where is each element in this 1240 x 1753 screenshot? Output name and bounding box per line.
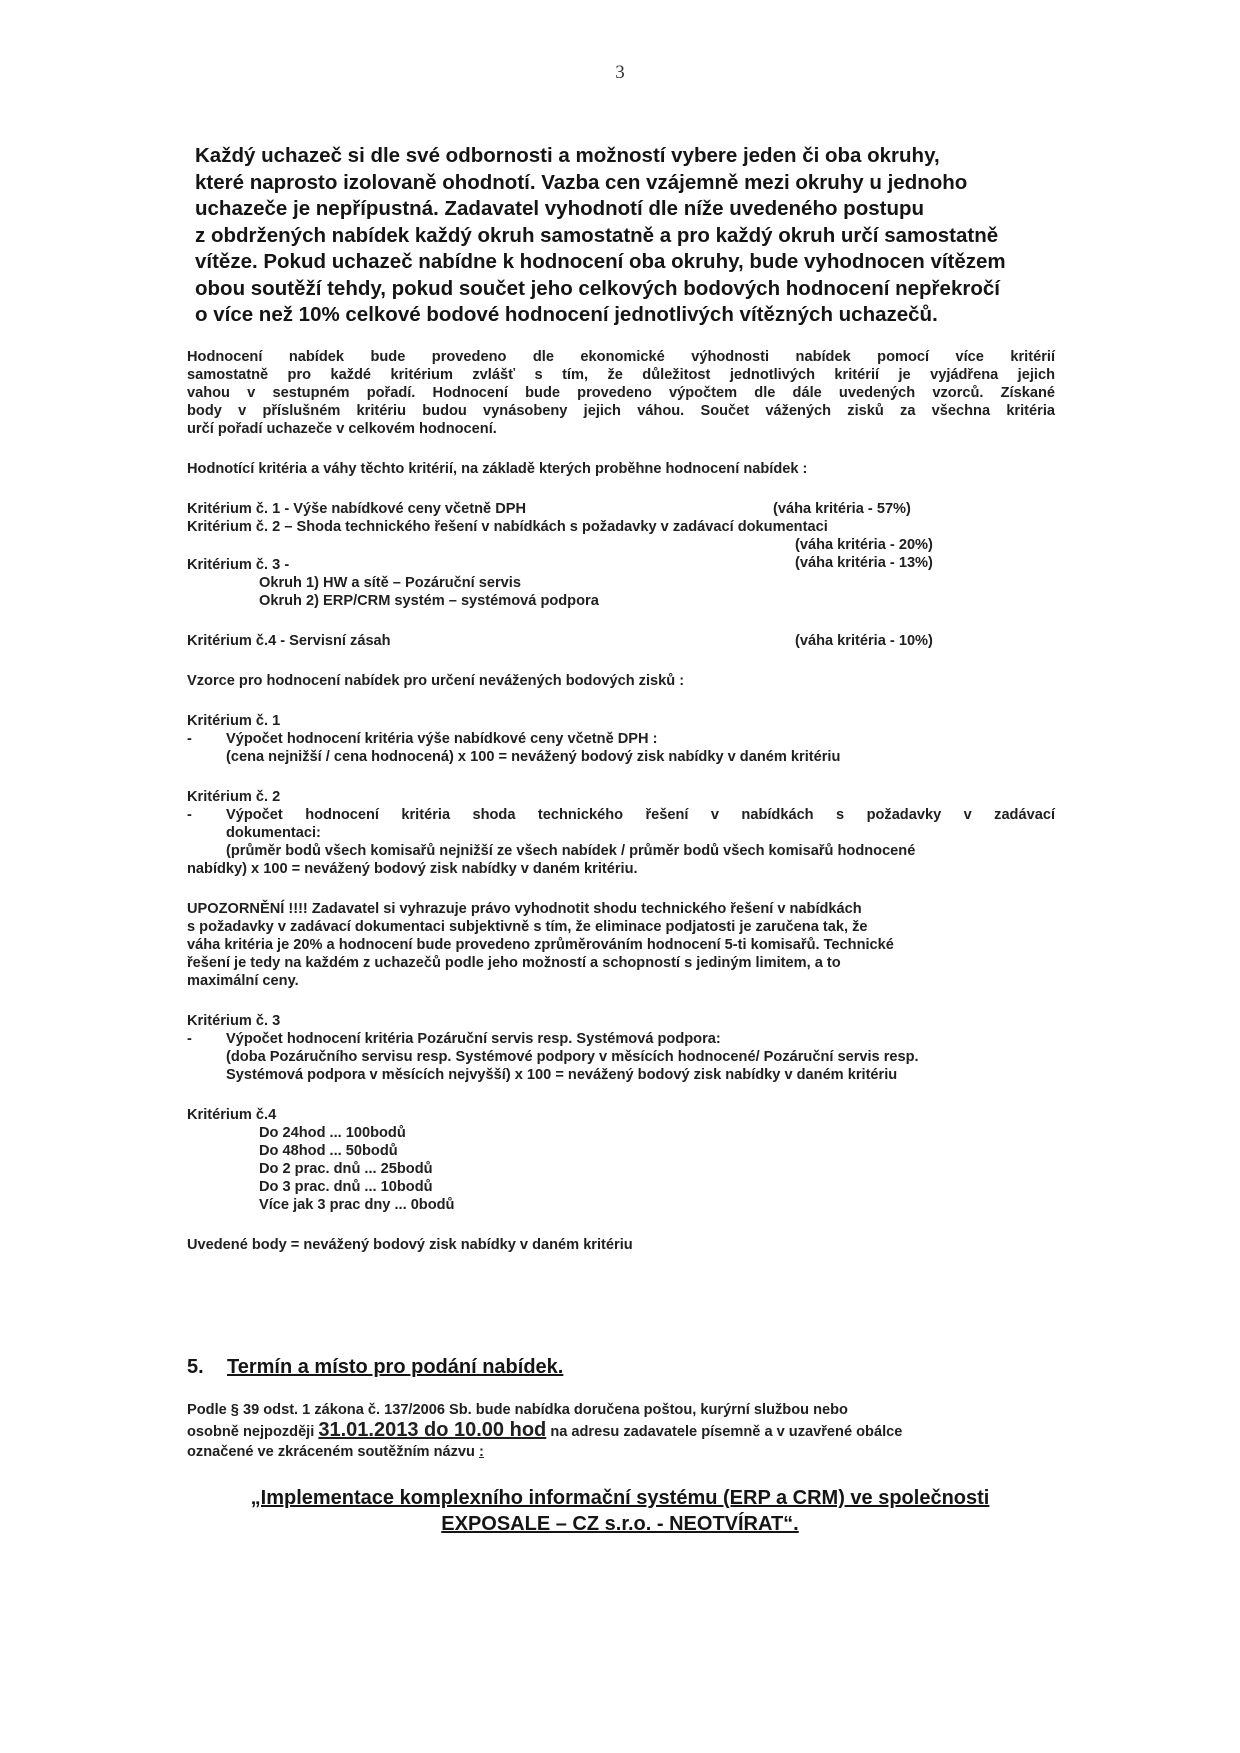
page-number: 3 <box>615 62 625 83</box>
submission-line <box>187 1442 1055 1462</box>
formula-title: Kritérium č.4 <box>187 1107 277 1123</box>
formula-criterion-3 <box>187 1012 1055 1084</box>
section-title: Termín a místo pro podání nabídek. <box>227 1356 564 1378</box>
formula-line: Výpočet hodnocení kritéria výše nabídkové ceny včetně DPH : <box>226 731 658 747</box>
criterion-2-weight: (váha kritéria - 20%) <box>795 537 933 553</box>
deadline: 31.01.2013 do 10.00 hod <box>318 1419 547 1441</box>
criterion-4: Kritérium č.4 - Servisní zásah <box>187 633 391 649</box>
formula-title: Kritérium č. 1 <box>187 713 281 729</box>
list-dash: - <box>187 807 192 823</box>
intro-paragraph <box>195 143 1050 329</box>
intro-line: Každý uchazeč si dle své odbornosti a možností vybere jeden či oba okruhy, <box>195 144 940 167</box>
evaluation-line: vahou v sestupném pořadí. Hodnocení bude provedeno výpočtem dle dále uvedených vzorců. Získané <box>187 385 1055 401</box>
points-item: Do 3 prac. dnů ... 10bodů <box>259 1179 433 1195</box>
criterion-1-weight: (váha kritéria - 57%) <box>773 501 911 517</box>
submission-text: označené ve zkráceném soutěžním názvu <box>187 1444 479 1460</box>
criterion-3-okruh-2: Okruh 2) ERP/CRM systém – systémová podpora <box>259 593 599 609</box>
formula-line: (doba Pozáručního servisu resp. Systémové podpory v měsících hodnocené/ Pozáruční servis resp. <box>226 1049 919 1065</box>
list-dash: - <box>187 731 192 747</box>
intro-line: vítěze. Pokud uchazeč nabídne k hodnocení oba okruhy, bude vyhodnocen vítězem <box>195 250 1006 273</box>
points-item: Do 48hod ... 50bodů <box>259 1143 398 1159</box>
points-note: Uvedené body = nevážený bodový zisk nabídky v daném kritériu <box>187 1237 633 1253</box>
formulas-heading: Vzorce pro hodnocení nabídek pro určení nevážených bodových zisků : <box>187 673 685 689</box>
warning-line: maximální ceny. <box>187 973 299 989</box>
envelope-title-line: EXPOSALE – CZ s.r.o. - NEOTVÍRAT“. <box>441 1513 799 1535</box>
formula-criterion-1 <box>187 712 1055 766</box>
formula-line: (průměr bodů všech komisařů nejnižší ze všech nabídek / průměr bodů všech komisařů hodnocené <box>226 843 916 859</box>
envelope-title-line: „Implementace komplexního informační systému (ERP a CRM) ve společnosti <box>250 1487 990 1509</box>
criterion-2: Kritérium č. 2 – Shoda technického řešení v nabídkách s požadavky v zadávací dokumentaci <box>187 519 828 535</box>
section-number: 5. <box>187 1356 204 1378</box>
evaluation-line: Hodnocení nabídek bude provedeno dle ekonomické výhodnosti nabídek pomocí více kritérií <box>187 349 1055 365</box>
formula-title: Kritérium č. 3 <box>187 1013 281 1029</box>
colon: : <box>478 1444 484 1460</box>
formula-line: (cena nejnižší / cena hodnocená) x 100 = nevážený bodový zisk nabídky v daném kritériu <box>226 749 841 765</box>
intro-line: uchazeče je nepřípustná. Zadavatel vyhodnotí dle níže uvedeného postupu <box>195 197 925 220</box>
criterion-3-weight: (váha kritéria - 13%) <box>795 555 933 571</box>
evaluation-paragraph <box>187 348 1055 438</box>
warning-line: váha kritéria je 20% a hodnocení bude provedeno zprůměrováním hodnocení 5-ti komisařů. Technické <box>187 937 894 953</box>
submission-line: Podle § 39 odst. 1 zákona č. 137/2006 Sb. bude nabídka doručena poštou, kurýrní službou nebo <box>187 1402 848 1418</box>
formula-title: Kritérium č. 2 <box>187 789 281 805</box>
submission-text: na adresu zadavatele písemně a v uzavřené obálce <box>546 1424 903 1440</box>
warning-paragraph <box>187 900 1055 990</box>
submission-text: osobně nejpozději <box>187 1424 319 1440</box>
formula-line: dokumentaci: <box>226 825 321 841</box>
submission-paragraph <box>187 1400 1055 1462</box>
section-5-heading <box>187 1356 1055 1379</box>
submission-line <box>187 1420 1055 1442</box>
warning-line: s požadavky v zadávací dokumentaci subjektivně s tím, že eliminace podjatosti je zaručena tak, že <box>187 919 868 935</box>
formula-line: Výpočet hodnocení kritéria shoda technického řešení v nabídkách s požadavky v zadávací <box>226 807 1055 823</box>
envelope-title <box>0 1485 1240 1537</box>
criteria-heading: Hodnotící kritéria a váhy těchto kritérií, na základě kterých proběhne hodnocení nabídek : <box>187 461 808 477</box>
points-item: Do 24hod ... 100bodů <box>259 1125 406 1141</box>
formula-line: nabídky) x 100 = nevážený bodový zisk nabídky v daném kritériu. <box>187 861 638 877</box>
warning-line: UPOZORNĚNÍ !!!! Zadavatel si vyhrazuje právo vyhodnotit shodu technického řešení v nabídkách <box>187 901 862 917</box>
formula-line: Systémová podpora v měsících nejvyšší) x 100 = nevážený bodový zisk nabídky v daném kritériu <box>226 1067 898 1083</box>
criteria-list <box>187 500 1055 650</box>
intro-line: obou soutěží tehdy, pokud součet jeho celkových bodových hodnocení nepřekročí <box>195 276 1000 300</box>
evaluation-line: určí pořadí uchazeče v celkovém hodnocení. <box>187 421 497 437</box>
warning-line: řešení je tedy na každém z uchazečů podle jeho možností a schopností s jediným limitem, a to <box>187 955 841 971</box>
formula-criterion-4 <box>187 1106 1055 1214</box>
formula-line: Výpočet hodnocení kritéria Pozáruční servis resp. Systémová podpora: <box>226 1031 721 1047</box>
criterion-1: Kritérium č. 1 - Výše nabídkové ceny včetně DPH <box>187 501 527 517</box>
intro-line: které naprosto izolovaně ohodnotí. Vazba cen vzájemně mezi okruhy u jednoho <box>195 170 968 194</box>
list-dash: - <box>187 1031 192 1047</box>
intro-line: o více než 10% celkové bodové hodnocení jednotlivých vítězných uchazečů. <box>195 303 938 326</box>
criterion-3-okruh-1: Okruh 1) HW a sítě – Pozáruční servis <box>259 575 521 591</box>
points-item: Více jak 3 prac dny ... 0bodů <box>259 1197 455 1213</box>
formula-criterion-2 <box>187 788 1055 878</box>
points-item: Do 2 prac. dnů ... 25bodů <box>259 1161 433 1177</box>
criterion-3: Kritérium č. 3 - <box>187 557 290 573</box>
criterion-4-weight: (váha kritéria - 10%) <box>795 633 933 649</box>
evaluation-section <box>187 348 1055 1254</box>
evaluation-line: samostatně pro každé kritérium zvlášť s tím, že důležitost jednotlivých kritérií je vyjádřena jejich <box>187 367 1055 383</box>
intro-line: z obdržených nabídek každý okruh samostatně a pro každý okruh určí samostatně <box>195 223 999 247</box>
evaluation-line: body v příslušném kritériu budou vynásobeny jejich váhou. Součet vážených zisků za všechna kritéria <box>187 403 1055 419</box>
